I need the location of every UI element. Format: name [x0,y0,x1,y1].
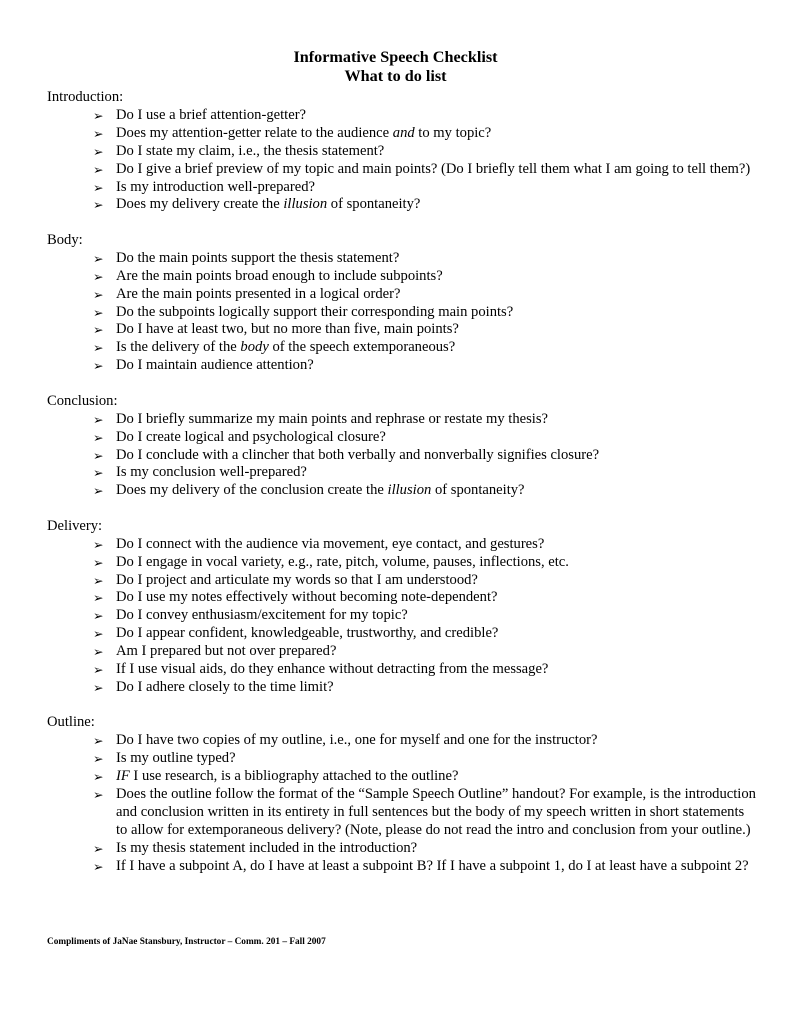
checklist-item [47,589,757,607]
arrow-bullet-icon: ➢ [93,536,104,552]
emphasis-text: IF [116,768,130,785]
item-text: Do I engage in vocal variety, e.g., rate, pitch, volume, pauses, inflections, etc. [116,553,569,570]
checklist-items [47,536,757,697]
arrow-bullet-icon: ➢ [93,322,104,338]
checklist-item [47,411,757,429]
item-text: Do I briefly summarize my main points and rephrase or restate my thesis? [116,410,549,427]
checklist-items [47,732,757,875]
arrow-bullet-icon: ➢ [93,465,104,481]
arrow-bullet-icon: ➢ [93,608,104,624]
item-text: Is my conclusion well-prepared? [116,464,307,481]
item-text: Do I adhere closely to the time limit? [116,678,334,695]
checklist-item [47,464,757,482]
item-text: Do I maintain audience attention? [116,357,314,374]
checklist-item [47,858,757,876]
checklist-item [47,268,757,286]
checklist-item [47,447,757,465]
checklist-item [47,786,757,840]
arrow-bullet-icon: ➢ [93,751,104,767]
arrow-bullet-icon: ➢ [93,858,104,874]
arrow-bullet-icon: ➢ [93,662,104,678]
checklist-item [47,429,757,447]
item-text: Do I convey enthusiasm/excitement for my topic? [116,607,408,624]
item-text: Do I have at least two, but no more than five, main points? [116,321,459,338]
item-text: Does the outline follow the format of the “Sample Speech Outline” handout? For example, is the introduction and conclusion written in its entirety in full sentences but the body of my speech written in short statements to allow for extemporaneous delivery? (Note, please do not read the intro and conclusion from your outline.) [116,786,756,838]
arrow-bullet-icon: ➢ [93,125,104,141]
item-text: Do I use my notes effectively without becoming note-dependent? [116,589,498,606]
item-text: of the speech extemporaneous? [268,339,456,356]
item-text: Does my delivery create the [116,196,284,213]
checklist-item [47,643,757,661]
checklist-item [47,536,757,554]
checklist-item [47,179,757,197]
checklist-item [47,679,757,697]
document-title: Informative Speech Checklist [293,48,498,66]
checklist-item [47,286,757,304]
arrow-bullet-icon: ➢ [93,572,104,588]
arrow-bullet-icon: ➢ [93,286,104,302]
emphasis-text: and [392,124,415,141]
section-heading: Introduction: [47,89,124,105]
section-heading: Body: [47,231,83,248]
checklist-item [47,125,757,143]
emphasis-text: illusion [283,196,328,213]
checklist-item [47,321,757,339]
section-heading: Delivery: [47,517,103,534]
arrow-bullet-icon: ➢ [93,590,104,606]
arrow-bullet-icon: ➢ [93,179,104,195]
section-heading: Conclusion: [47,392,118,409]
arrow-bullet-icon: ➢ [93,840,104,856]
document-subtitle: What to do list [344,67,447,85]
arrow-bullet-icon: ➢ [93,429,104,445]
item-text: Do I state my claim, i.e., the thesis statement? [116,142,385,159]
arrow-bullet-icon: ➢ [93,626,104,642]
arrow-bullet-icon: ➢ [93,268,104,284]
item-text: Do I give a brief preview of my topic and main points? (Do I briefly tell them what I am going to tell them?) [116,160,751,177]
checklist-item [47,304,757,322]
item-text: Do the subpoints logically support their corresponding main points? [116,303,514,320]
section-conclusion [47,393,757,500]
checklist-item [47,339,757,357]
item-text: Are the main points broad enough to include subpoints? [116,267,443,284]
item-text: Do the main points support the thesis statement? [116,249,400,266]
item-text: Do I conclude with a clincher that both verbally and nonverbally signifies closure? [116,446,600,463]
section-outline [47,714,757,875]
section-delivery [47,518,757,697]
item-text: of spontaneity? [431,482,525,499]
checklist-item [47,107,757,125]
checklist-item [47,750,757,768]
item-text: I use research, is a bibliography attached to the outline? [129,768,459,785]
arrow-bullet-icon: ➢ [93,340,104,356]
arrow-bullet-icon: ➢ [93,644,104,660]
title-block [0,48,791,86]
section-introduction [47,89,757,214]
checklist-item [47,840,757,858]
checklist-items [47,250,757,375]
item-text: Do I appear confident, knowledgeable, trustworthy, and credible? [116,625,499,642]
item-text: Are the main points presented in a logical order? [116,285,401,302]
item-text: Does my attention-getter relate to the audience [116,124,393,141]
checklist-item [47,161,757,179]
arrow-bullet-icon: ➢ [93,769,104,785]
checklist-item [47,482,757,500]
arrow-bullet-icon: ➢ [93,250,104,266]
checklist-item [47,661,757,679]
item-text: Am I prepared but not over prepared? [116,643,337,660]
item-text: Do I project and articulate my words so that I am understood? [116,571,478,588]
item-text: of spontaneity? [327,196,421,213]
arrow-bullet-icon: ➢ [93,733,104,749]
item-text: Do I have two copies of my outline, i.e., one for myself and one for the instructor? [116,732,598,749]
checklist-items [47,411,757,501]
checklist-item [47,357,757,375]
checklist-item [47,554,757,572]
item-text: Is the delivery of the [116,339,241,356]
arrow-bullet-icon: ➢ [93,197,104,213]
arrow-bullet-icon: ➢ [93,447,104,463]
item-text: Is my introduction well-prepared? [116,178,315,195]
arrow-bullet-icon: ➢ [93,358,104,374]
arrow-bullet-icon: ➢ [93,411,104,427]
arrow-bullet-icon: ➢ [93,483,104,499]
item-text: to my topic? [414,124,492,141]
checklist-content [47,89,757,893]
item-text: Is my outline typed? [116,750,236,767]
item-text: If I use visual aids, do they enhance without detracting from the message? [116,661,549,678]
arrow-bullet-icon: ➢ [93,554,104,570]
item-text: Do I use a brief attention-getter? [116,106,307,123]
arrow-bullet-icon: ➢ [93,679,104,695]
emphasis-text: body [240,339,269,356]
checklist-item [47,196,757,214]
arrow-bullet-icon: ➢ [93,107,104,123]
item-text: If I have a subpoint A, do I have at least a subpoint B? If I have a subpoint 1, do I at least have a subpoint 2? [116,857,749,874]
checklist-item [47,143,757,161]
section-heading: Outline: [47,714,95,731]
checklist-item [47,250,757,268]
checklist-item [47,768,757,786]
item-text: Do I connect with the audience via movement, eye contact, and gestures? [116,535,545,552]
arrow-bullet-icon: ➢ [93,787,104,803]
item-text: Does my delivery of the conclusion create the [116,482,388,499]
arrow-bullet-icon: ➢ [93,161,104,177]
section-body [47,232,757,375]
item-text: Do I create logical and psychological closure? [116,428,386,445]
footer-credit: Compliments of JaNae Stansbury, Instructor – Comm. 201 – Fall 2007 [47,937,326,947]
checklist-item [47,732,757,750]
checklist-item [47,607,757,625]
item-text: Is my thesis statement included in the introduction? [116,839,418,856]
arrow-bullet-icon: ➢ [93,143,104,159]
checklist-item [47,572,757,590]
checklist-item [47,625,757,643]
emphasis-text: illusion [387,482,432,499]
checklist-items [47,107,757,214]
arrow-bullet-icon: ➢ [93,304,104,320]
